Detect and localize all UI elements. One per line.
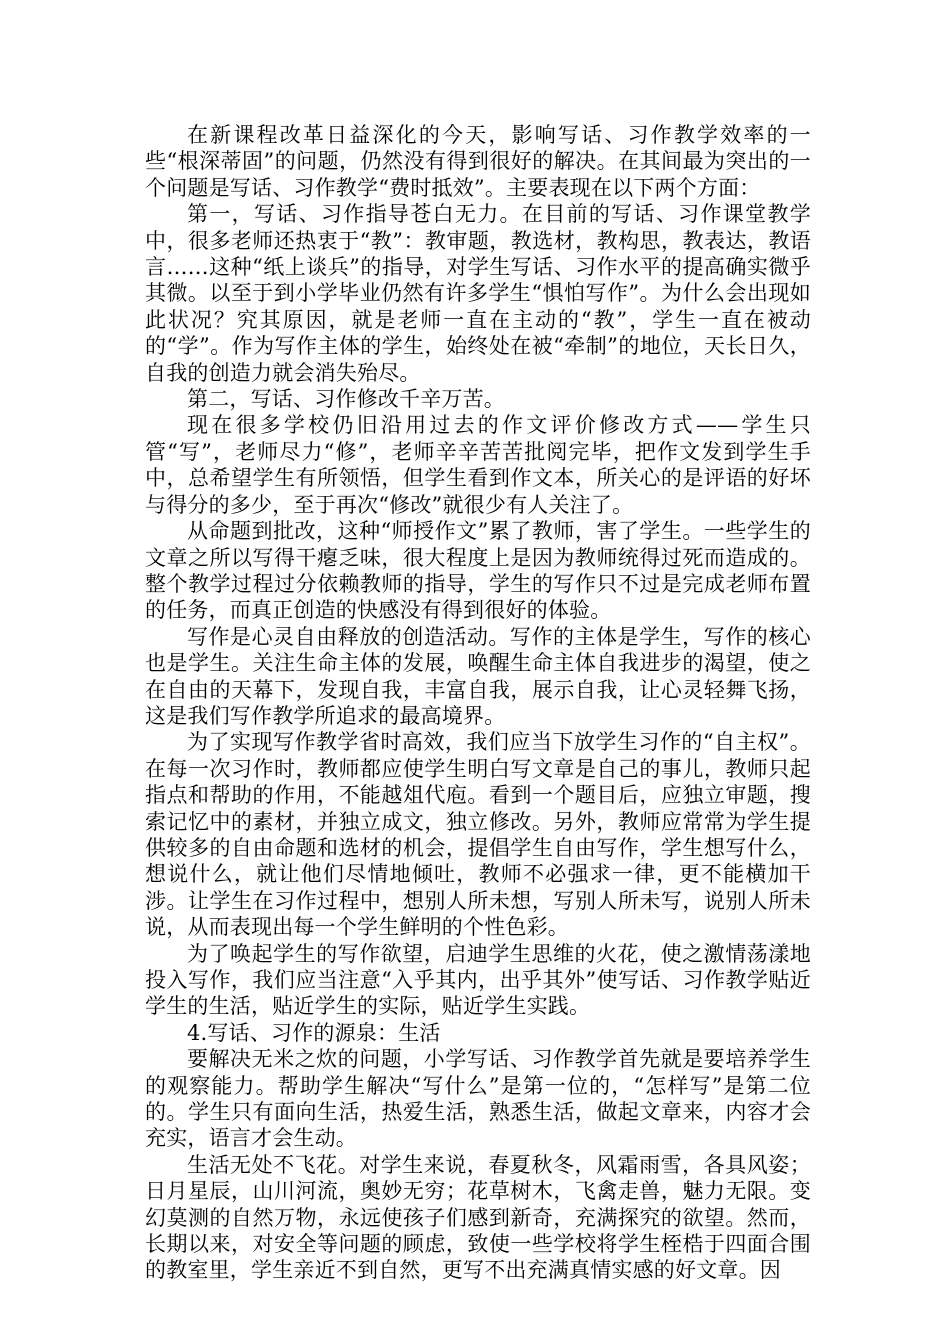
paragraph-teacher-led-writing: 从命题到批改，这种“师授作文”累了教师，害了学生。一些学生的文章之所以写得干瘪乏味，很大程度上是因为教师统得过死而造成的。整个教学过程过分依赖教师的指导，学生的写作只不过是完成老师布置的任务，而真正创造的快感没有得到很好的体验。: [145, 519, 811, 623]
paragraph-first-point: 第一，写话、习作指导苍白无力。在目前的写话、习作课堂教学中，很多老师还热衷于“教”：教审题，教选材，教构思，教表达，教语言……这种“纸上谈兵”的指导，对学生写话、习作水平的提高确实微乎其微。以至于到小学毕业仍然有许多学生“惧怕写作”。为什么会出现如此状况？究其原因，就是老师一直在主动的“教”，学生一直在被动的“学”。作为写作主体的学生，始终处在被“牵制”的地位，天长日久，自我的创造力就会消失殆尽。: [145, 202, 811, 385]
document-body: [145, 122, 811, 1284]
paragraph-observation: 要解决无米之炊的问题，小学写话、习作教学首先就是要培养学生的观察能力。帮助学生解决“写什么”是第一位的，“怎样写”是第二位的。学生只有面向生活，热爱生活，熟悉生活，做起文章来，内容才会充实，语言才会生动。: [145, 1047, 811, 1151]
paragraph-revision-method: 现在很多学校仍旧沿用过去的作文评价修改方式——学生只管“写”，老师尽力“修”，老师辛辛苦苦批阅完毕，把作文发到学生手中，总希望学生有所领悟，但学生看到作文本，所关心的是评语的好坏与得分的多少，至于再次“修改”就很少有人关注了。: [145, 413, 811, 517]
paragraph-autonomy: 为了实现写作教学省时高效，我们应当下放学生习作的“自主权”。在每一次习作时，教师都应使学生明白写文章是自己的事儿，教师只起指点和帮助的作用，不能越俎代庖。看到一个题目后，应独立审题，搜索记忆中的素材，并独立成文，独立修改。另外，教师应常常为学生提供较多的自由命题和选材的机会，提倡学生自由写作，学生想写什么，想说什么，就让他们尽情地倾吐，教师不必强求一律，更不能横加干涉。让学生在习作过程中，想别人所未想，写别人所未写，说别人所未说，从而表现出每一个学生鲜明的个性色彩。: [145, 730, 811, 940]
paragraph-second-point-heading: 第二，写话、习作修改千辛万苦。: [187, 387, 505, 412]
paragraph-writing-creativity: 写作是心灵自由释放的创造活动。写作的主体是学生，写作的核心也是学生。关注生命主体的发展，唤醒生命主体自我进步的渴望，使之在自由的天幕下，发现自我，丰富自我，展示自我，让心灵轻舞飞扬，这是我们写作教学所追求的最高境界。: [145, 624, 811, 728]
paragraph-intro: 在新课程改革日益深化的今天，影响写话、习作教学效率的一些“根深蒂固”的问题，仍然没有得到很好的解决。在其间最为突出的一个问题是写话、习作教学“费时抵效”。主要表现在以下两个方面：: [145, 123, 811, 200]
paragraph-motivation: 为了唤起学生的写作欲望，启迪学生思维的火花，使之激情荡漾地投入写作，我们应当注意“入乎其内，出乎其外”使写话、习作教学贴近学生的生活，贴近学生的实际，贴近学生实践。: [145, 941, 811, 1019]
paragraph-nature: 生活无处不飞花。对学生来说，春夏秋冬，风霜雨雪，各具风姿；日月星辰，山川河流，奥妙无穷；花草树木，飞禽走兽，魅力无限。变幻莫测的自然万物，永远使孩子们感到新奇，充满探究的欲望。然而，长期以来，对安全等问题的顾虑，致使一些学校将学生桎梏于四面合围的教室里，学生亲近不到自然，更写不出充满真情实感的好文章。因: [145, 1152, 811, 1283]
section-heading-life-source: 4.写话、习作的源泉：生活: [187, 1020, 441, 1045]
